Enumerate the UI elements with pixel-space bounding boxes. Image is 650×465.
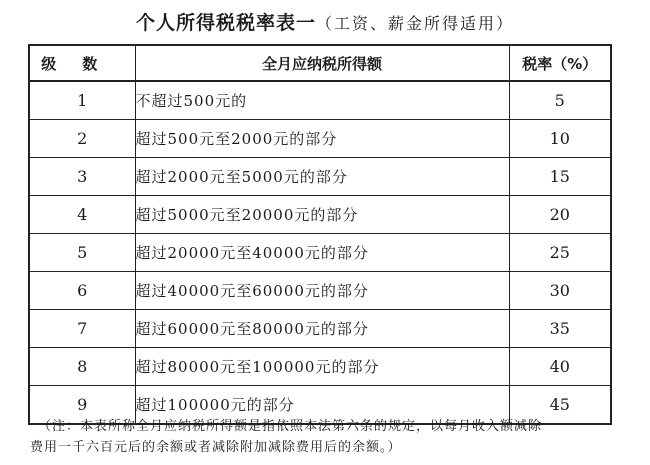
table-row	[29, 234, 611, 272]
level-cell: 5	[29, 234, 135, 272]
range-cell: 超过80000元至100000元的部分	[135, 348, 509, 386]
rate-cell: 30	[509, 272, 611, 310]
header-rate: 税率（%）	[509, 45, 611, 81]
rate-cell: 10	[509, 120, 611, 158]
table-row	[29, 348, 611, 386]
range-cell: 超过5000元至20000元的部分	[135, 196, 509, 234]
page-title	[0, 8, 650, 35]
level-cell: 6	[29, 272, 135, 310]
table-footnote	[30, 416, 638, 458]
rate-cell: 40	[509, 348, 611, 386]
table-title: 个人所得税税率表一	[135, 12, 316, 34]
range-cell: 超过20000元至40000元的部分	[135, 234, 509, 272]
table-header-row	[29, 45, 611, 81]
range-cell: 不超过500元的	[135, 81, 509, 120]
level-cell: 8	[29, 348, 135, 386]
rate-cell: 15	[509, 158, 611, 196]
range-cell: 超过100000元的部分	[135, 386, 509, 425]
rate-cell: 45	[509, 386, 611, 425]
range-cell: 超过40000元至60000元的部分	[135, 272, 509, 310]
level-cell: 4	[29, 196, 135, 234]
rate-cell: 25	[509, 234, 611, 272]
table-row	[29, 196, 611, 234]
range-cell: 超过500元至2000元的部分	[135, 120, 509, 158]
tax-rate-table	[28, 44, 612, 425]
header-range: 全月应纳税所得额	[135, 45, 509, 81]
footnote-line-2: 费用一千六百元后的余额或者减除附加减除费用后的余额。）	[30, 440, 402, 455]
range-cell: 超过2000元至5000元的部分	[135, 158, 509, 196]
level-cell: 7	[29, 310, 135, 348]
range-cell: 超过60000元至80000元的部分	[135, 310, 509, 348]
table-row	[29, 272, 611, 310]
footnote-line-1: （注：本表所称全月应纳税所得额是指依照本法第六条的规定，以每月收入额减除	[38, 419, 543, 434]
header-level: 级数	[29, 45, 135, 81]
table-row	[29, 120, 611, 158]
table-row	[29, 81, 611, 120]
table-row	[29, 158, 611, 196]
table-row	[29, 310, 611, 348]
level-cell: 1	[29, 81, 135, 120]
table-subtitle: （工资、薪金所得适用）	[316, 14, 515, 33]
rate-cell: 5	[509, 81, 611, 120]
rate-cell: 20	[509, 196, 611, 234]
level-cell: 9	[29, 386, 135, 425]
level-cell: 2	[29, 120, 135, 158]
level-cell: 3	[29, 158, 135, 196]
rate-cell: 35	[509, 310, 611, 348]
